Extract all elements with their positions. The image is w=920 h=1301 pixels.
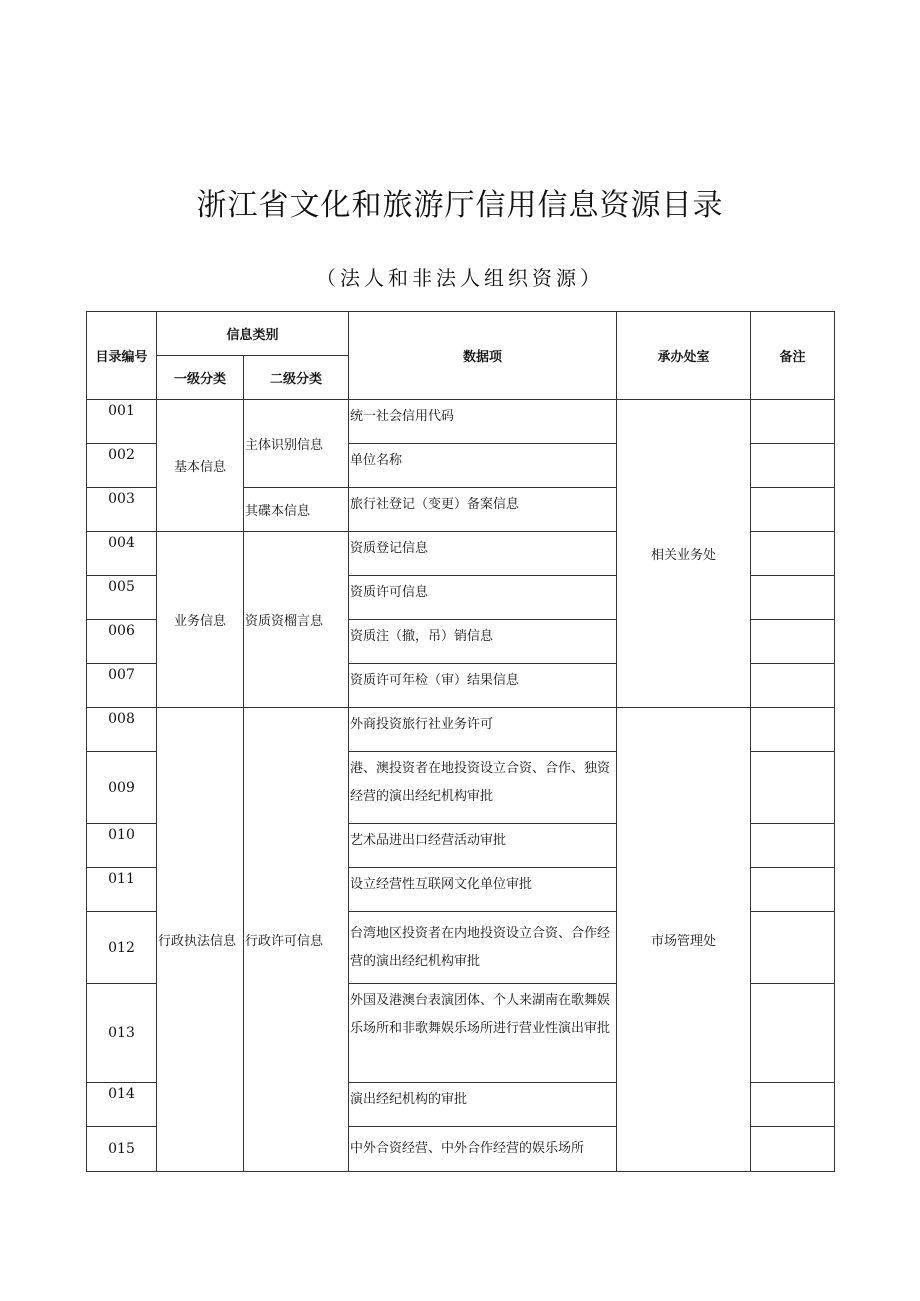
row-code: 004 bbox=[87, 532, 157, 576]
remark-cell bbox=[751, 1083, 835, 1127]
row-code: 008 bbox=[87, 708, 157, 752]
data-item: 资质登记信息 bbox=[349, 532, 617, 576]
header-remark: 备注 bbox=[751, 312, 835, 400]
row-code: 010 bbox=[87, 824, 157, 868]
remark-cell bbox=[751, 868, 835, 912]
data-item: 资质许可信息 bbox=[349, 576, 617, 620]
row-code: 015 bbox=[87, 1127, 157, 1172]
remark-cell bbox=[751, 664, 835, 708]
data-item: 外商投资旅行社业务许可 bbox=[349, 708, 617, 752]
catalog-table bbox=[86, 311, 835, 1172]
table-row bbox=[87, 400, 835, 444]
level2-cell: 其碟本信息 bbox=[244, 488, 349, 532]
remark-cell bbox=[751, 532, 835, 576]
data-item: 资质许可年检（审）结果信息 bbox=[349, 664, 617, 708]
level2-cell: 主体识别信息 bbox=[244, 400, 349, 488]
remark-cell bbox=[751, 912, 835, 984]
data-item: 资质注（撤，吊）销信息 bbox=[349, 620, 617, 664]
remark-cell bbox=[751, 708, 835, 752]
data-item: 台湾地区投资者在内地投资设立合资、合作经营的演出经纪机构审批 bbox=[349, 912, 617, 984]
remark-cell bbox=[751, 824, 835, 868]
row-code: 007 bbox=[87, 664, 157, 708]
remark-cell bbox=[751, 576, 835, 620]
row-code: 005 bbox=[87, 576, 157, 620]
data-item: 演出经纪机构的审批 bbox=[349, 1083, 617, 1127]
row-code: 013 bbox=[87, 984, 157, 1083]
row-code: 002 bbox=[87, 444, 157, 488]
data-item: 设立经营性互联网文化单位审批 bbox=[349, 868, 617, 912]
row-code: 006 bbox=[87, 620, 157, 664]
table-row bbox=[87, 708, 835, 752]
office-cell: 市场管理处 bbox=[617, 708, 751, 1172]
remark-cell bbox=[751, 620, 835, 664]
data-item: 外国及港澳台表演团体、个人来湖南在歌舞娱乐场所和非歌舞娱乐场所进行营业性演出审批 bbox=[349, 984, 617, 1083]
header-level1: 一级分类 bbox=[157, 356, 244, 400]
level2-cell: 行政许可信息 bbox=[244, 708, 349, 1172]
remark-cell bbox=[751, 1127, 835, 1172]
data-item: 艺术品进出口经营活动审批 bbox=[349, 824, 617, 868]
data-item: 单位名称 bbox=[349, 444, 617, 488]
level2-cell: 资质资榴言息 bbox=[244, 532, 349, 708]
header-level2: 二级分类 bbox=[244, 356, 349, 400]
row-code: 011 bbox=[87, 868, 157, 912]
row-code: 001 bbox=[87, 400, 157, 444]
header-item: 数据项 bbox=[349, 312, 617, 400]
remark-cell bbox=[751, 444, 835, 488]
office-cell: 相关业务处 bbox=[617, 400, 751, 708]
data-item: 旅行社登记（变更）备案信息 bbox=[349, 488, 617, 532]
document-subtitle: （法人和非法人组织资源） bbox=[316, 266, 604, 290]
row-code: 012 bbox=[87, 912, 157, 984]
level1-cell: 基本信息 bbox=[157, 400, 244, 532]
level1-cell: 业务信息 bbox=[157, 532, 244, 708]
header-office: 承办处室 bbox=[617, 312, 751, 400]
header-code: 目录编号 bbox=[87, 312, 157, 400]
data-item: 统一社会信用代码 bbox=[349, 400, 617, 444]
row-code: 003 bbox=[87, 488, 157, 532]
document-title: 浙江省文化和旅游厅信用信息资源目录 bbox=[196, 188, 724, 223]
remark-cell bbox=[751, 984, 835, 1083]
data-item: 中外合资经营、中外合作经营的娱乐场所 bbox=[349, 1127, 617, 1172]
remark-cell bbox=[751, 488, 835, 532]
data-item: 港、澳投资者在地投资设立合资、合作、独资经营的演出经纪机构审批 bbox=[349, 752, 617, 824]
row-code: 014 bbox=[87, 1083, 157, 1127]
remark-cell bbox=[751, 400, 835, 444]
header-category: 信息类别 bbox=[157, 312, 349, 356]
remark-cell bbox=[751, 752, 835, 824]
level1-cell: 行政执法信息 bbox=[157, 708, 244, 1172]
row-code: 009 bbox=[87, 752, 157, 824]
